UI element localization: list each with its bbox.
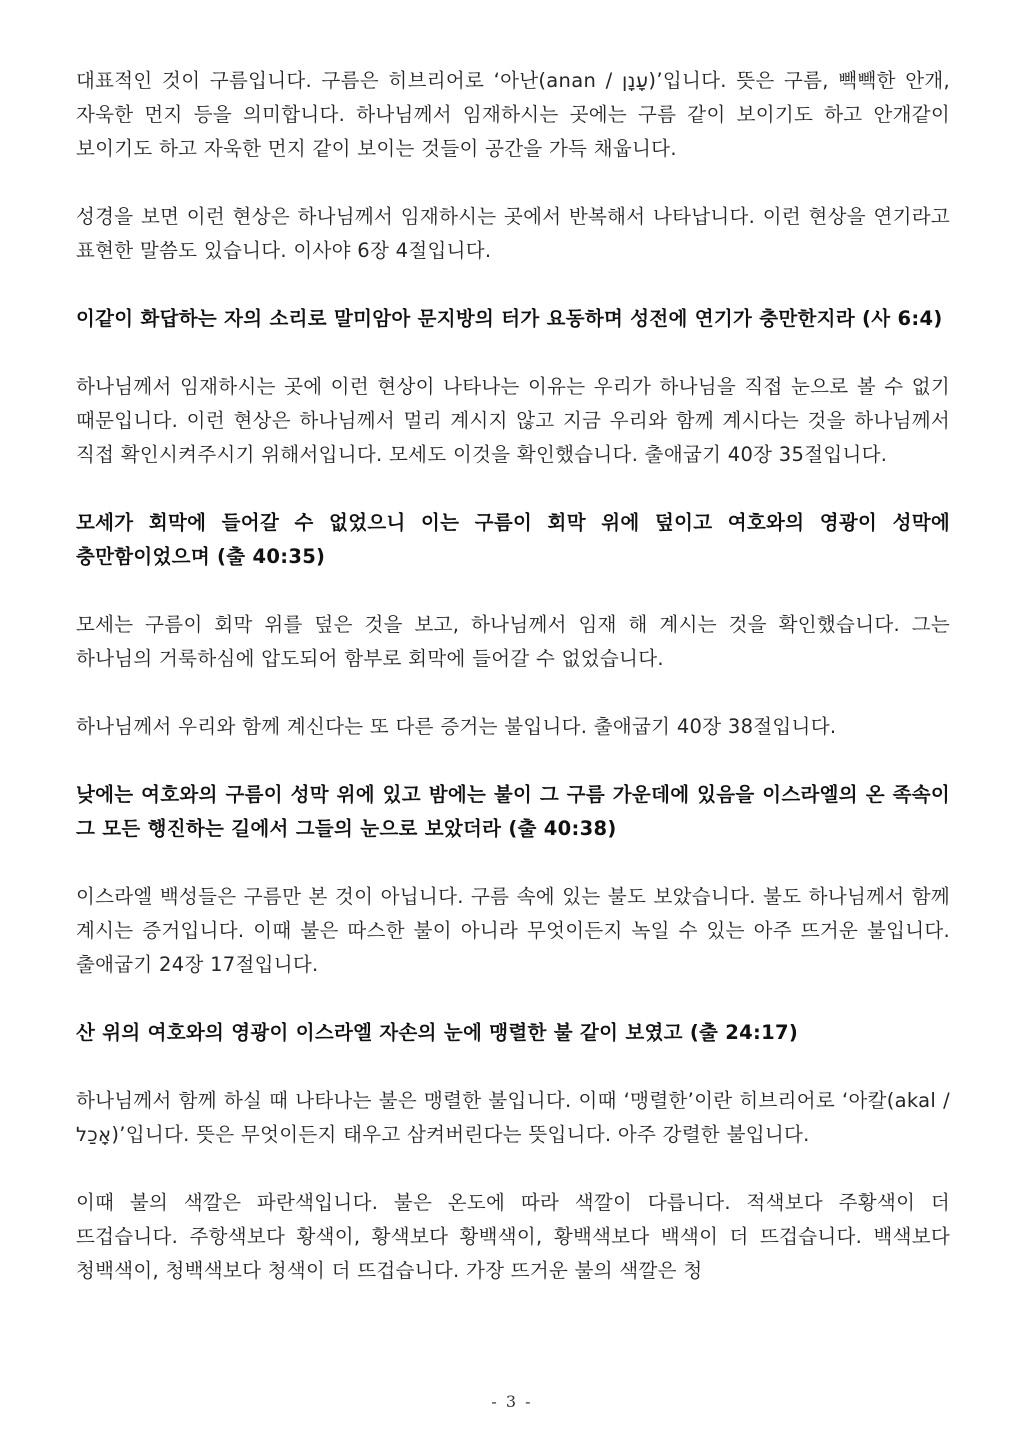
paragraph-presence-reason: 하나님께서 임재하시는 곳에 이런 현상이 나타나는 이유는 우리가 하나님을 직접 눈으로 볼 수 없기 때문입니다. 이런 현상은 하나님께서 멀리 계시지 않고 지금 우리와 함께 계시다는 것을 하나님께서 직접 확인시켜주시기 위해서입니다. 모세도 이것을 확인했습니다. 출애굽기 40장 35절입니다. (76, 375, 950, 466)
verse-exodus-24-17: 산 위의 여호와의 영광이 이스라엘 자손의 눈에 맹렬한 불 같이 보였고 (출 24:17) (76, 1021, 799, 1044)
paragraph-fire-color: 이때 불의 색깔은 파란색입니다. 불은 온도에 따라 색깔이 다릅니다. 적색보다 주황색이 더 뜨겁습니다. 주항색보다 황색이, 황색보다 황백색이, 황백색보다 백색이 더 뜨겁습니다. 백색보다 청백색이, 청백색보다 청색이 더 뜨겁습니다. 가장 뜨거운 불의 색깔은 청 (76, 1191, 950, 1282)
verse-exodus-40-35: 모세가 회막에 들어갈 수 없었으니 이는 구름이 회막 위에 덮이고 여호와의 영광이 성막에 충만함이었으며 (출 40:35) (76, 511, 950, 568)
verse-isaiah-6-4: 이같이 화답하는 자의 소리로 말미암아 문지방의 터가 요동하며 성전에 연기가 충만한지라 (사 6:4) (76, 307, 943, 330)
paragraph-fire-evidence: 하나님께서 우리와 함께 계신다는 또 다른 증거는 불입니다. 출애굽기 40장 38절입니다. (76, 715, 837, 738)
paragraph-smoke: 성경을 보면 이런 현상은 하나님께서 임재하시는 곳에서 반복해서 나타납니다. 이런 현상을 연기라고 표현한 말씀도 있습니다. 이사야 6장 4절입니다. (76, 205, 950, 262)
paragraph-consuming-fire: 하나님께서 함께 하실 때 나타나는 불은 맹렬한 불입니다. 이때 ‘맹렬한’이란 히브리어로 ‘아칼(akal / אָכַל)’입니다. 뜻은 무엇이든지 태우고 삼켜버린다는 뜻입니다. 아주 강렬한 불입니다. (76, 1089, 950, 1146)
page-number: - 3 - (491, 1392, 533, 1411)
document-body (76, 64, 950, 1288)
verse-exodus-40-38: 낮에는 여호와의 구름이 성막 위에 있고 밤에는 불이 그 구름 가운데에 있음을 이스라엘의 온 족속이 그 모든 행진하는 길에서 그들의 눈으로 보았더라 (출 40:38) (76, 783, 950, 840)
paragraph-intro-cloud: 대표적인 것이 구름입니다. 구름은 히브리어로 ‘아난(anan / עָנָן)’입니다. 뜻은 구름, 빽빽한 안개, 자욱한 먼지 등을 의미합니다. 하나님께서 임재하시는 곳에는 구름 같이 보이기도 하고 안개같이 보이기도 하고 자욱한 먼지 같이 보이는 것들이 공간을 가득 채웁니다. (76, 69, 950, 160)
paragraph-moses: 모세는 구름이 회막 위를 덮은 것을 보고, 하나님께서 임재 해 계시는 것을 확인했습니다. 그는 하나님의 거룩하심에 압도되어 함부로 회막에 들어갈 수 없었습니다. (76, 613, 950, 670)
paragraph-israel-saw-fire: 이스라엘 백성들은 구름만 본 것이 아닙니다. 구름 속에 있는 불도 보았습니다. 불도 하나님께서 함께 계시는 증거입니다. 이때 불은 따스한 불이 아니라 무엇이든지 녹일 수 있는 아주 뜨거운 불입니다. 출애굽기 24장 17절입니다. (76, 885, 950, 976)
